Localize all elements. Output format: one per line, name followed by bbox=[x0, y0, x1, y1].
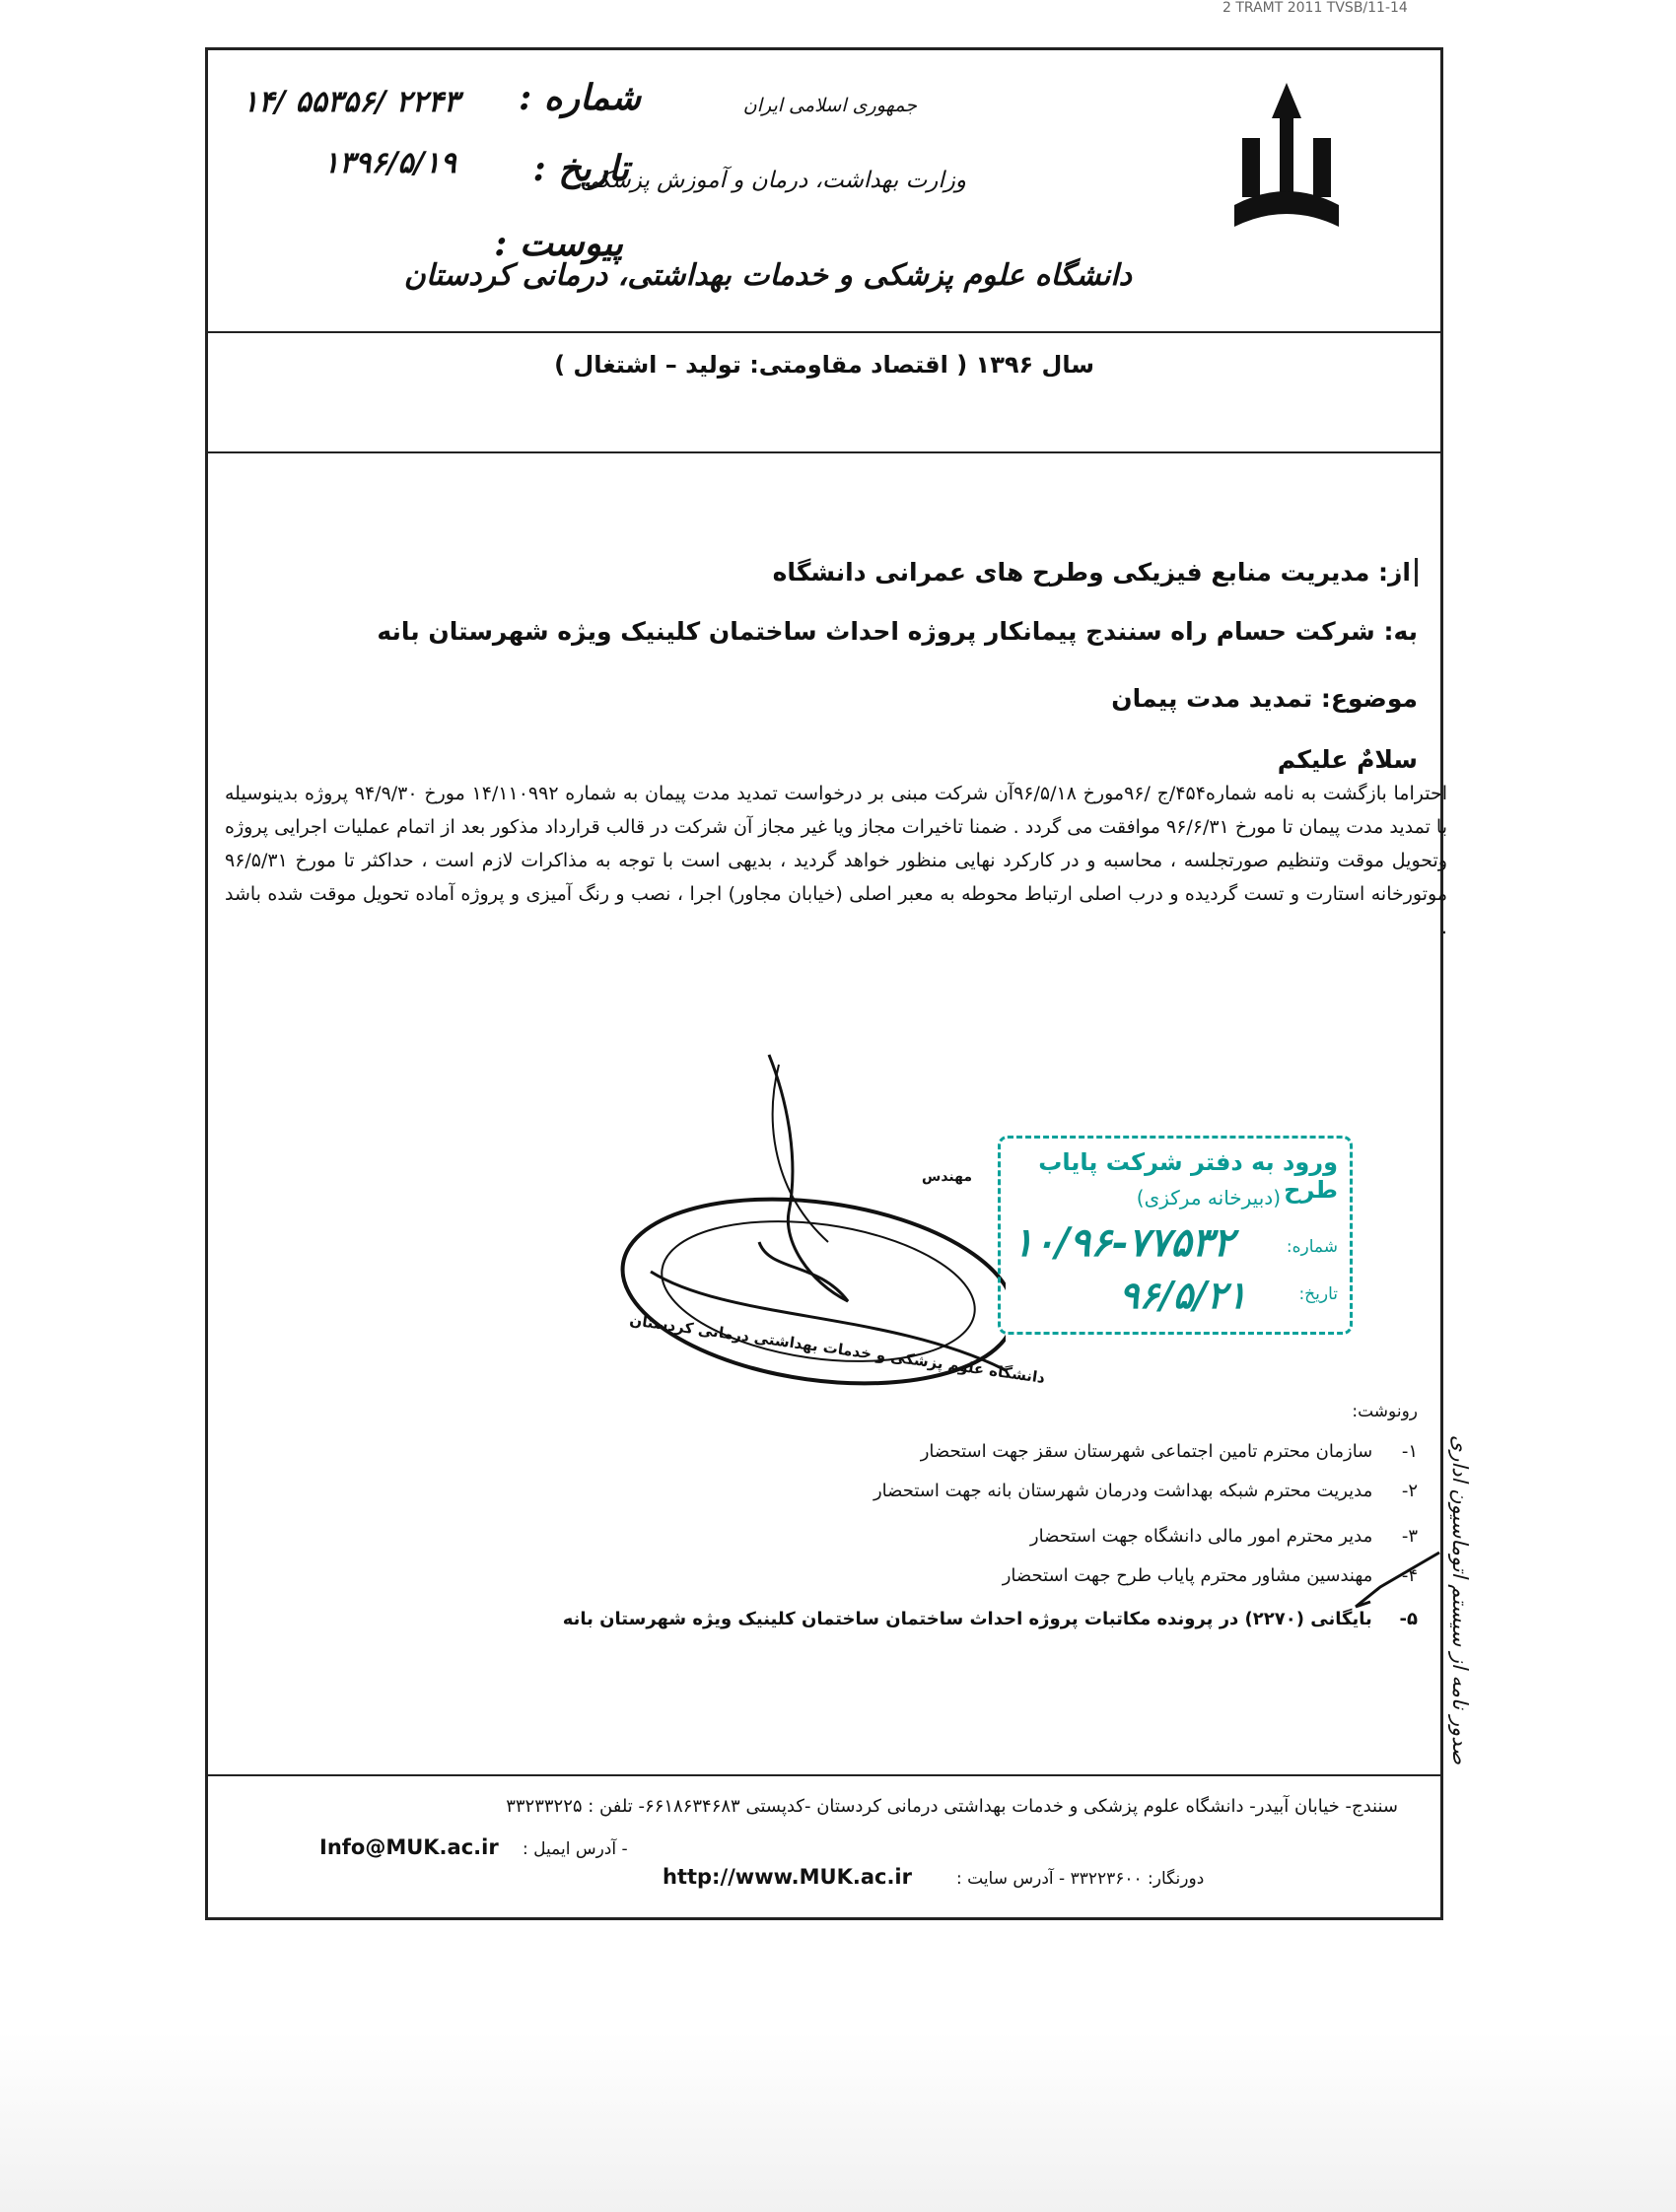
cc-item: ۱- سازمان محترم تامین اجتماعی شهرستان سقز جهت استحضار bbox=[920, 1441, 1418, 1462]
stamp-title: ورود به دفتر شرکت پایاب طرح bbox=[1038, 1148, 1338, 1204]
letter-from: از: مدیریت منابع فیزیکی وطرح های عمرانی دانشگاه bbox=[773, 558, 1418, 587]
automation-note: صدور نامه از سیستم اتوماسیون اداری bbox=[1448, 1434, 1472, 1765]
scan-margin bbox=[0, 2031, 1676, 2212]
stamp-subtitle: (دبیرخانه مرکزی) bbox=[1136, 1186, 1281, 1210]
page-reference: 2 TRAMT 2011 TVSB/11-14 bbox=[1222, 0, 1408, 16]
cc-item: ۵- بایگانی (۲۲۷۰) در پرونده مکاتبات پروژه احداث ساختمان ساختمان کلینیک ویژه شهرستان بانه bbox=[562, 1609, 1418, 1629]
university-name: دانشگاه علوم پزشکی و خدمات بهداشتی، درمانی کردستان bbox=[403, 258, 1132, 293]
footer-fax: دورنگار: ۳۳۲۲۳۶۰۰ - آدرس سایت : bbox=[956, 1869, 1205, 1889]
seal-text: دانشگاه علوم پزشکی و خدمات بهداشتی درمانی کردستان bbox=[628, 1311, 1047, 1387]
footer-email: Info@MUK.ac.ir bbox=[319, 1835, 499, 1859]
cc-item: ۲- مدیریت محترم شبکه بهداشت ودرمان شهرستان بانه جهت استحضار bbox=[873, 1481, 1418, 1501]
stamp-date: ۹۶/۵/۲۱ bbox=[1119, 1273, 1247, 1317]
header-divider bbox=[205, 331, 1443, 333]
cc-item: ۳- مدیر محترم امور مالی دانشگاه جهت استحضار bbox=[1029, 1526, 1418, 1547]
receipt-stamp bbox=[998, 1136, 1353, 1335]
stamp-number-label: شماره: bbox=[1286, 1237, 1338, 1257]
letter-body: احتراما بازگشت به نامه شماره۴۵۴/ج /۹۶مورخ ۹۶/۵/۱۸آن شرکت مبنی بر درخواست تمدید مدت پیمان به شماره ۱۴/۱۱۰۹۹۲ مورخ ۹۴/۹/۳۰ پروژه بدینوسیله با تمدید مدت پیمان تا مورخ ۹۶/۶/۳۱ موافقت می گردد . ضمنا تاخیرات مجاز ویا غیر مجاز آن شرکت در قالب قرارداد مذکور بعد از اتمام عملیات اجرایی پروژه وتحویل موقت وتنظیم صورتجلسه ، محاسبه و در کارکرد نهایی منظور خواهد گردید ، بدیهی است با توجه به مذاکرات لازم است ، حداکثر تا مورخ ۹۶/۵/۳۱ موتورخانه استارت و تست گردیده و درب اصلی ارتباط محوطه به معبر اصلی (خیابان مجاور) اجرا ، نصب و رنگ آمیزی و پروژه آماده تحویل موقت شده باشد . bbox=[225, 783, 1448, 938]
stamp-date-label: تاریخ: bbox=[1298, 1284, 1338, 1304]
signatory-title: مهندس bbox=[922, 1169, 973, 1185]
letter-subject: موضوع: تمدید مدت پیمان bbox=[1111, 684, 1418, 713]
letter-number: ۱۴/ ۵۵۳۵۶/ ۲۲۴۳ bbox=[243, 85, 460, 119]
ministry-name: وزارت بهداشت، درمان و آموزش پزشکی bbox=[580, 168, 966, 193]
number-label: شماره : bbox=[518, 77, 641, 118]
stamp-number: ۱۰/۹۶-۷۷۵۳۲ bbox=[1013, 1219, 1234, 1266]
year-slogan: سال ۱۳۹۶ ( اقتصاد مقاومتی: تولید – اشتغال ) bbox=[554, 351, 1094, 379]
letter-frame bbox=[205, 47, 1443, 1920]
letter-date: ۱۳۹۶/۵/۱۹ bbox=[323, 146, 456, 180]
footer-website: http://www.MUK.ac.ir bbox=[663, 1865, 912, 1889]
footer-address: سنندج- خیابان آبیدر- دانشگاه علوم پزشکی و خدمات بهداشتی درمانی کردستان -کدپستی ۶۶۱۸۶۳۴۶۸۳- تلفن : ۳۳۲۳۳۲۲۵ bbox=[506, 1796, 1398, 1817]
country-name: جمهوری اسلامی ایران bbox=[742, 95, 917, 116]
cc-title: رونوشت: bbox=[1352, 1402, 1418, 1421]
greeting: سلامٌ علیکم bbox=[1277, 745, 1418, 774]
university-logo-icon bbox=[1232, 79, 1341, 237]
cc-item: ۴- مهندسین مشاور محترم پایاب طرح جهت استحضار bbox=[1002, 1565, 1418, 1586]
footer-email-label: - آدرس ایمیل : bbox=[523, 1839, 628, 1859]
attachment-label: پیوست : bbox=[494, 223, 623, 264]
date-label: تاریخ : bbox=[532, 148, 629, 189]
letter-to: به: شرکت حسام راه سنندج پیمانکار پروژه احداث ساختمان کلینیک ویژه شهرستان بانه bbox=[377, 617, 1418, 646]
slogan-divider bbox=[205, 451, 1443, 453]
